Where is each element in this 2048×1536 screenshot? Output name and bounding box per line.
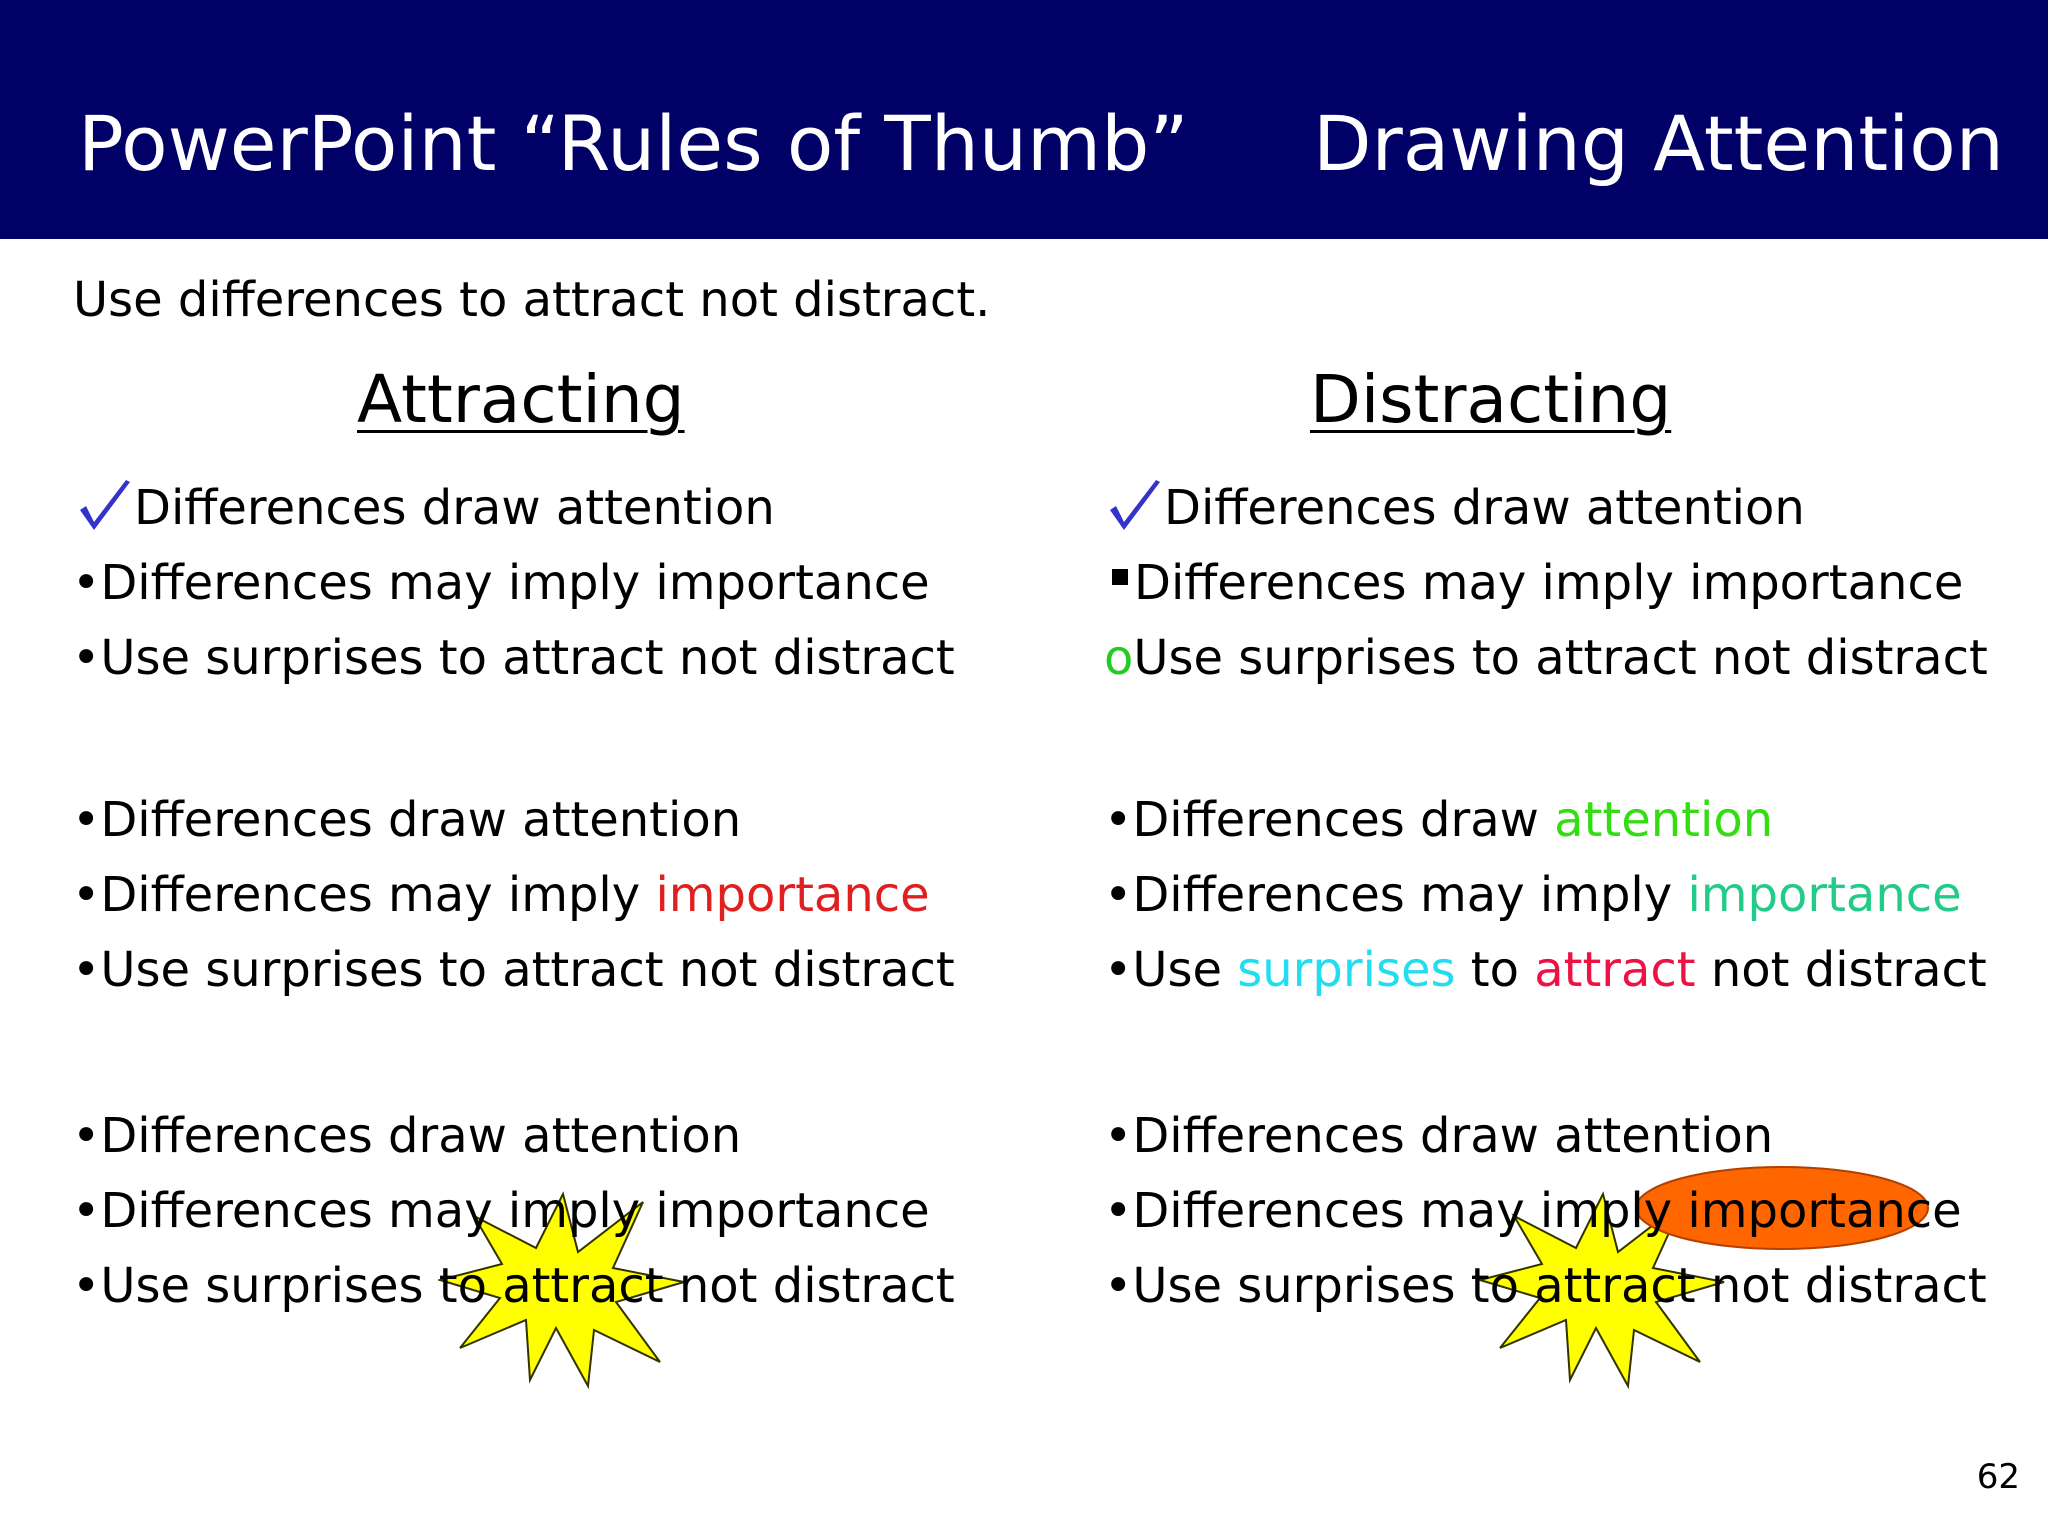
left-g1-line1 xyxy=(76,478,775,538)
bullet-dot: • xyxy=(1104,1258,1133,1314)
left-g3-line2 xyxy=(72,1181,930,1241)
text: Differences draw xyxy=(1132,792,1555,848)
check-icon xyxy=(1106,478,1164,538)
right-g3-line3 xyxy=(1104,1256,1987,1316)
bullet-dot: • xyxy=(1104,792,1133,848)
heading-attracting: Attracting xyxy=(357,361,685,438)
text: Differences draw attention xyxy=(1164,480,1805,536)
highlight-attract: attract xyxy=(1534,942,1696,998)
bullet-dot: • xyxy=(1104,942,1133,998)
text: Use xyxy=(1132,942,1238,998)
highlight-surprises: surprises xyxy=(1237,942,1456,998)
right-g1-line1 xyxy=(1106,478,1805,538)
o-bullet: o xyxy=(1104,630,1134,686)
text: Differences draw attention xyxy=(1132,1108,1774,1164)
bullet-dot: • xyxy=(72,630,101,686)
right-g3-line1 xyxy=(1104,1106,1773,1166)
text: Differences may imply xyxy=(1132,867,1688,923)
highlight-importance: importance xyxy=(1687,867,1962,923)
left-g1-line2 xyxy=(72,553,930,613)
text: Differences may imply importance xyxy=(100,555,930,611)
text: to xyxy=(1455,942,1535,998)
highlight-importance: importance xyxy=(655,867,930,923)
check-icon xyxy=(76,478,134,538)
text: Use surprises to attract not distract xyxy=(100,630,955,686)
text: not distract xyxy=(1695,942,1987,998)
left-g3-line3 xyxy=(72,1256,955,1316)
text: Differences may imply xyxy=(100,867,656,923)
title-bar xyxy=(0,0,2048,239)
bullet-dot: • xyxy=(1104,1108,1133,1164)
text: Differences may imply importance xyxy=(100,1183,930,1239)
left-g3-line1 xyxy=(72,1106,741,1166)
right-g1-line3 xyxy=(1104,628,1988,688)
text: Use surprises to attract not distract xyxy=(1132,1258,1987,1314)
right-g1-line2 xyxy=(1104,553,1963,613)
left-g2-line1 xyxy=(72,790,741,850)
right-g2-line1 xyxy=(1104,790,1773,850)
slide-subtitle: Use differences to attract not distract. xyxy=(73,272,991,328)
right-g2-line2 xyxy=(1104,865,1962,925)
bullet-dot: • xyxy=(72,1108,101,1164)
text: Differences draw attention xyxy=(134,480,775,536)
bullet-dot: • xyxy=(72,867,101,923)
text: Differences draw attention xyxy=(100,792,742,848)
bullet-dot: • xyxy=(72,1258,101,1314)
highlight-attention: attention xyxy=(1554,792,1774,848)
bullet-dot: • xyxy=(1104,1183,1133,1239)
right-g2-line3 xyxy=(1104,940,1987,1000)
bullet-dot: • xyxy=(72,555,101,611)
text: Use surprises to attract not distract xyxy=(100,942,955,998)
text: Differences may imply importance xyxy=(1134,555,1964,611)
left-g2-line3 xyxy=(72,940,955,1000)
bullet-dot: • xyxy=(72,1183,101,1239)
bullet-dot: • xyxy=(1104,867,1133,923)
text: Use surprises to attract not distract xyxy=(1133,630,1988,686)
left-g1-line3 xyxy=(72,628,955,688)
text: Differences may imply importance xyxy=(1132,1183,1962,1239)
right-g3-line2 xyxy=(1104,1181,1962,1241)
text: Differences draw attention xyxy=(100,1108,742,1164)
page-number: 62 xyxy=(1976,1457,2020,1497)
heading-distracting: Distracting xyxy=(1310,361,1672,438)
square-bullet-icon xyxy=(1112,569,1128,585)
text: Use surprises to attract not distract xyxy=(100,1258,955,1314)
slide-title: PowerPoint “Rules of Thumb” xyxy=(78,99,1189,188)
bullet-dot: • xyxy=(72,942,101,998)
left-g2-line2 xyxy=(72,865,930,925)
bullet-dot: • xyxy=(72,792,101,848)
slide-topic: Drawing Attention xyxy=(1313,99,2004,188)
